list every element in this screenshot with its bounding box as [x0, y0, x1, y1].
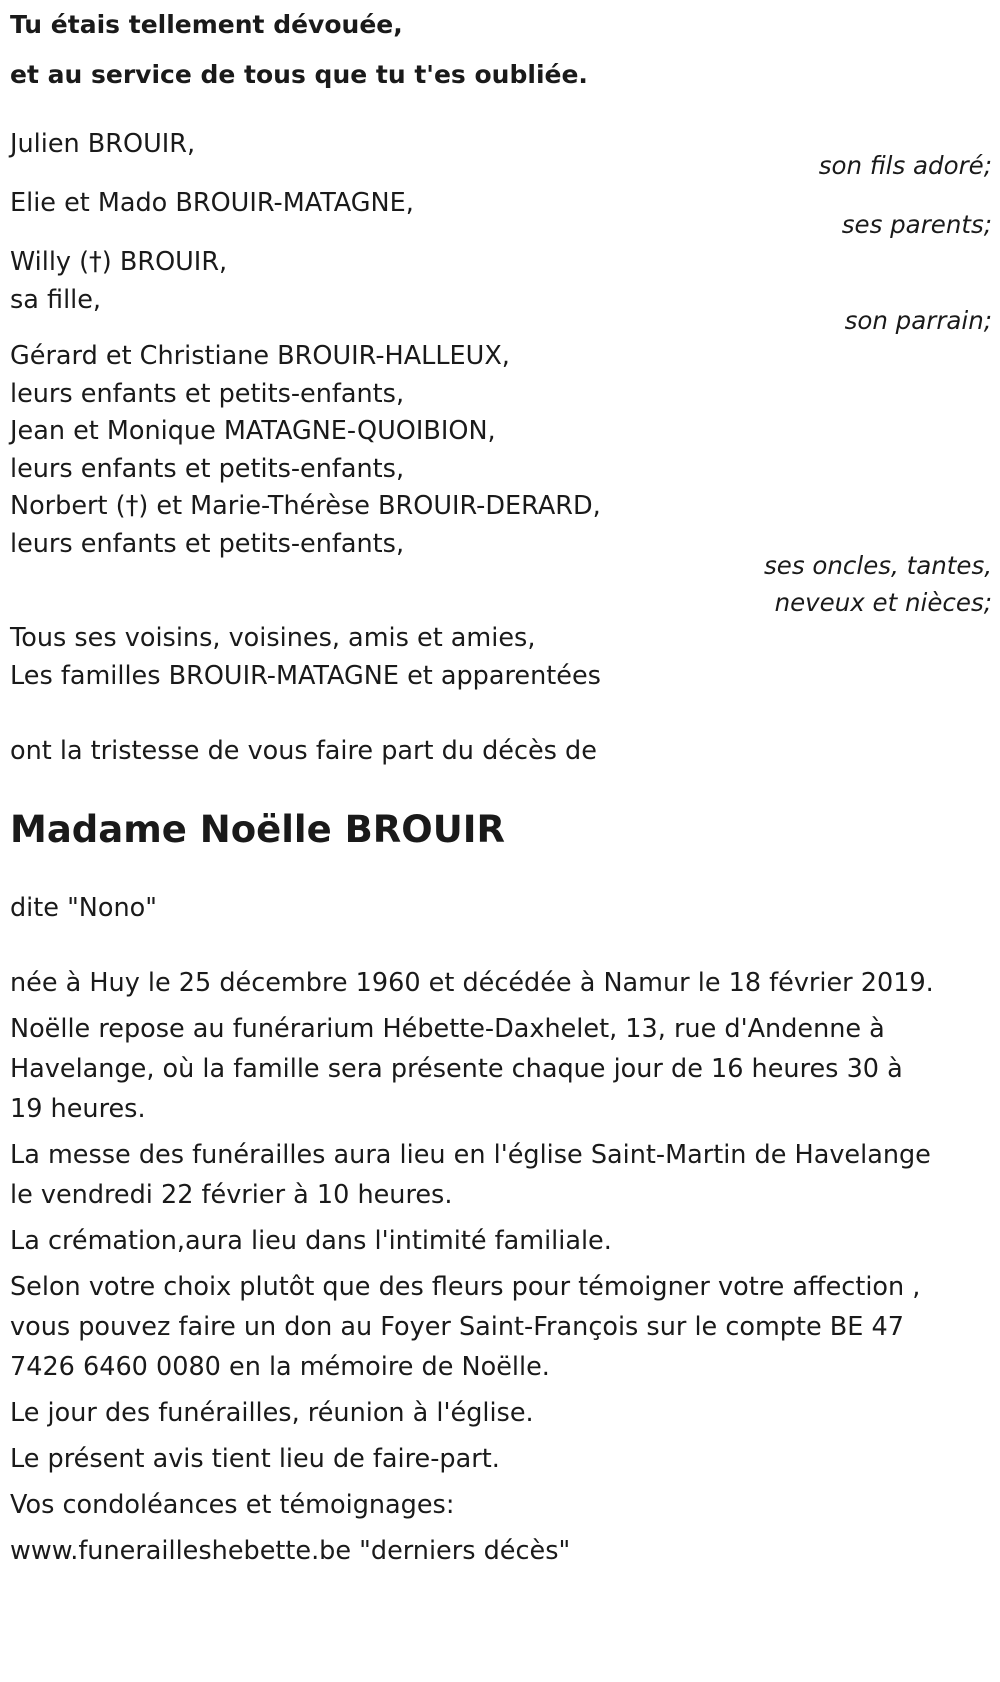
- announcement: ont la tristesse de vous faire part du décès de: [10, 736, 597, 766]
- relatives-role-1: ses oncles, tantes,: [764, 551, 992, 580]
- relatives-item: Norbert (†) et Marie-Thérèse BROUIR-DERARD,: [10, 491, 601, 521]
- relatives-item: leurs enfants et petits-enfants,: [10, 378, 405, 409]
- parents-name: Elie et Mado BROUIR-MATAGNE,: [10, 188, 414, 218]
- others-item: Tous ses voisins, voisines, amis et amies,: [10, 623, 536, 653]
- detail-paragraph: Vos condoléances et témoignages:: [10, 1490, 455, 1520]
- godfather-extra: sa fille,: [10, 285, 102, 315]
- deceased-nickname: dite "Nono": [10, 893, 157, 923]
- epitaph-line-1: Tu étais tellement dévouée,: [10, 10, 403, 39]
- godfather-role: son parrain;: [844, 306, 992, 335]
- detail-paragraph: Le jour des funérailles, réunion à l'église.: [10, 1398, 534, 1428]
- relatives-item: Jean et Monique MATAGNE-QUOIBION,: [10, 416, 496, 446]
- deceased-name: Madame Noëlle BROUIR: [10, 808, 506, 851]
- parents-role: ses parents;: [841, 210, 992, 239]
- detail-paragraph: Le présent avis tient lieu de faire-part.: [10, 1444, 500, 1474]
- epitaph: [10, 3, 992, 97]
- others-item: Les familles BROUIR-MATAGNE et apparentées: [10, 660, 601, 691]
- relatives-item: leurs enfants et petits-enfants,: [10, 453, 405, 484]
- son-name: Julien BROUIR,: [10, 129, 196, 159]
- detail-paragraph: La messe des funérailles aura lieu en l'église Saint-Martin de Havelange le vendredi 22 février à 10 heures.: [10, 1140, 931, 1210]
- detail-paragraph: La crémation,aura lieu dans l'intimité familiale.: [10, 1226, 612, 1256]
- others-list: [10, 620, 601, 695]
- relatives-role-2: neveux et nièces;: [774, 588, 992, 617]
- godfather-name: Willy (†) BROUIR,: [10, 247, 228, 277]
- deceased-dates: née à Huy le 25 décembre 1960 et décédée à Namur le 18 février 2019.: [10, 968, 934, 998]
- funeral-details: [10, 1009, 970, 1571]
- relatives-list: [10, 338, 601, 563]
- detail-paragraph: Selon votre choix plutôt que des fleurs pour témoigner votre affection , vous pouvez faire un don au Foyer Saint-François sur le compte BE 47 7426 6460 0080 en la mémoire de Noëlle.: [10, 1272, 921, 1382]
- relatives-item: Gérard et Christiane BROUIR-HALLEUX,: [10, 341, 510, 371]
- son-role: son fils adoré;: [818, 151, 992, 180]
- detail-paragraph: Noëlle repose au funérarium Hébette-Daxhelet, 13, rue d'Andenne à Havelange, où la famille sera présente chaque jour de 16 heures 30 à 19 heures.: [10, 1014, 903, 1124]
- relatives-item: leurs enfants et petits-enfants,: [10, 528, 405, 559]
- epitaph-line-2: et au service de tous que tu t'es oubliée.: [10, 60, 588, 89]
- website-link: www.funerailleshebette.be "derniers décès": [10, 1536, 571, 1566]
